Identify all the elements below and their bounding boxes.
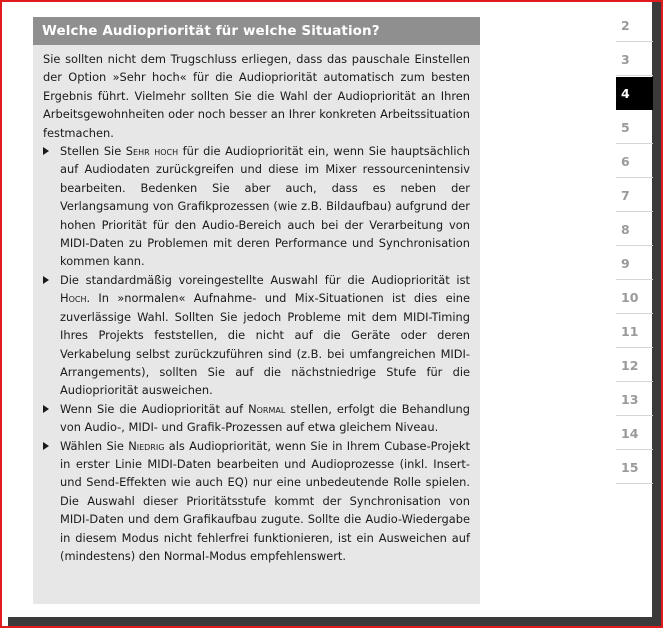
info-box-title: Welche Audiopriorität für welche Situation? [33,17,480,45]
triangle-bullet-icon [43,147,49,155]
chapter-tabs [616,9,653,485]
chapter-tab-13[interactable]: 13 [616,383,653,416]
setting-term: Hoch [60,291,87,306]
chapter-tab-9[interactable]: 9 [616,247,653,280]
triangle-bullet-icon [43,442,49,450]
chapter-tab-7[interactable]: 7 [616,179,653,212]
chapter-tab-14[interactable]: 14 [616,417,653,450]
triangle-bullet-icon [43,405,49,413]
list-item-text: Wählen Sie [60,438,129,453]
chapter-tab-8[interactable]: 8 [616,213,653,246]
list-item-sehr-hoch [43,142,470,271]
list-item-hoch [43,271,470,400]
list-item-text: Die standardmäßig voreingestellte Auswahl für die Audiopriorität ist [60,272,470,287]
list-item-text: als Audiopriorität, wenn Sie in Ihrem Cubase-Projekt in erster Linie MIDI-Daten bearbeiten und Audioprozesse (inkl. Insert- und Send-Effekten wie auch EQ) nur eine unbedeutende Rolle spielen. Die Auswahl dieser Prioritätsstufe kommt der Synchronisation von MIDI-Daten und dem Grafikaufbau zugute. Sollte die Audio-Wiedergabe in diesem Modus nicht fehlerfrei funktionieren, ist ein Ausweichen auf (mindestens) den Normal-Modus empfehlenswert. [60,438,470,563]
triangle-bullet-icon [43,276,49,284]
chapter-tab-6[interactable]: 6 [616,145,653,178]
list-item-text: für die Audiopriorität ein, wenn Sie hauptsächlich auf Audiodaten zurückgreifen und diese im Mixer ressourcenintensiv bearbeiten. Bedenken Sie aber auch, dass es neben der Verlangsamung von Grafikprozessen (wie z.B. Bildaufbau) aufgrund der hohen Priorität für den Audio-Bereich auch bei der Verarbeitung von MIDI-Daten zu Problemen mit deren Performance und Synchronisation kommen kann. [60,144,470,269]
list-item-text: stellen, erfolgt die Behandlung von Audio-, MIDI- und Grafik-Prozessen auf etwa gleichem Niveau. [60,401,471,435]
info-box-body [33,45,480,604]
page-shadow-right [652,2,661,626]
list-item-normal [43,400,470,437]
chapter-tab-11[interactable]: 11 [616,315,653,348]
chapter-tab-10[interactable]: 10 [616,281,653,314]
chapter-tab-15[interactable]: 15 [616,451,653,484]
chapter-tab-5[interactable]: 5 [616,111,653,144]
setting-term: Niedrig [128,438,165,453]
chapter-tab-2[interactable]: 2 [616,9,653,42]
list-item-niedrig [43,437,470,566]
chapter-tab-3[interactable]: 3 [616,43,653,76]
list-item-text: Wenn Sie die Audiopriorität auf [60,401,249,416]
page-shadow-bottom [8,617,661,626]
info-box-intro: Sie sollten nicht dem Trugschluss erliegen, dass das pauschale Einstellen der Option »Sehr hoch« für die Audiopriorität automatisch zum besten Ergebnis führt. Vielmehr sollten Sie die Wahl der Audiopriorität an Ihren Arbeitsgewohnheiten oder noch besser an Ihrer konkreten Arbeitssituation festmachen. [43,52,470,140]
chapter-tab-12[interactable]: 12 [616,349,653,382]
setting-term: Sehr hoch [125,144,179,159]
priority-list [43,142,470,565]
list-item-text: Stellen Sie [60,144,126,159]
setting-term: Normal [248,401,286,416]
chapter-tab-4[interactable]: 4 [616,77,653,110]
list-item-text: . In »normalen« Aufnahme- und Mix-Situationen ist dies eine zuverlässige Wahl. Sollten Sie jedoch Probleme mit dem MIDI-Timing Ihres Projekts feststellen, die nicht auf die Geräte oder deren Verkabelung selbst zurückzuführen sind (z.B. bei umfangreichen MIDI-Arrangements), sollten Sie auf die nächstniedrige Stufe für die Audiopriorität ausweichen. [60,291,470,398]
